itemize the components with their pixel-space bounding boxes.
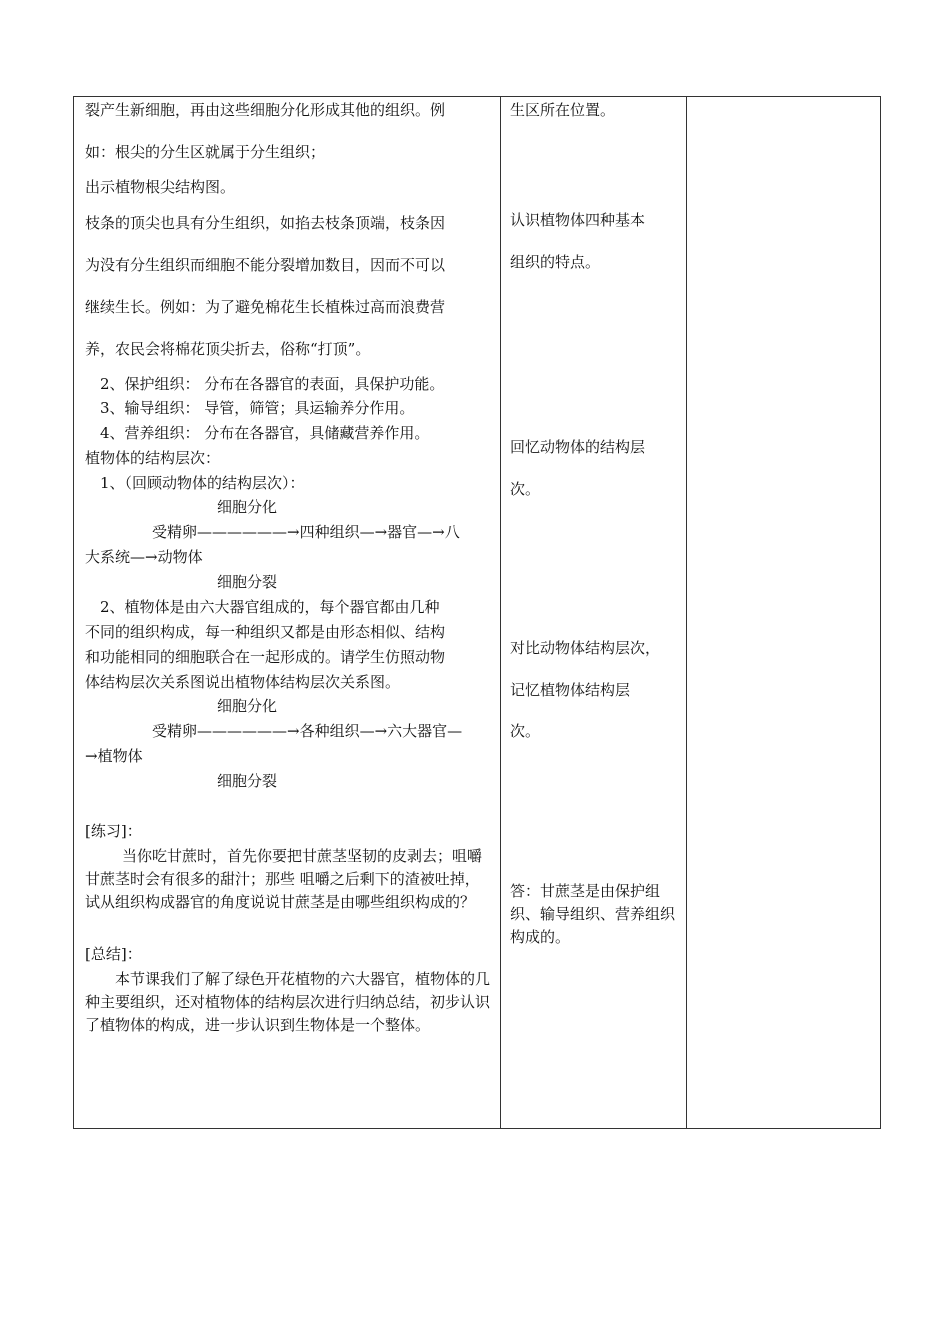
summary-heading: [总结]： <box>85 945 142 963</box>
exercise-text: 当你吃甘蔗时，首先你要把甘蔗茎坚韧的皮剥去；咀嚼甘蔗茎时会有很多的甜汁；那些 咀嚼之后剩下的渣被吐掉，试从组织构成器官的角度说说甘蔗茎是由哪些组织构成的？ <box>85 847 483 911</box>
summary-text: 本节课我们了解了绿色开花植物的六大器官，植物体的几种主要组织，还对植物体的结构层次进行归纳总结，初步认识了植物体的构成，进一步认识到生物体是一个整体。 <box>85 970 491 1034</box>
side-note: 回忆动物体的结构层 <box>510 438 646 456</box>
main-line: 继续生长。例如：为了避免棉花生长植株过高而浪费营 <box>85 298 446 316</box>
main-line: 2、植物体是由六大器官组成的，每个器官都由几种 <box>100 598 440 616</box>
column-divider-1 <box>500 96 501 1129</box>
side-note: 次。 <box>510 480 541 498</box>
main-line: 2、保护组织： 分布在各器官的表面，具保护功能。 <box>100 375 445 393</box>
diagram-label: 细胞分裂 <box>217 573 278 591</box>
side-note: 组织的特点。 <box>510 253 601 271</box>
side-note: 生区所在位置。 <box>510 101 616 119</box>
main-line: 3、输导组织： 导管，筛管；具运输养分作用。 <box>100 399 415 417</box>
column-divider-2 <box>686 96 687 1129</box>
main-line: 枝条的顶尖也具有分生组织，如掐去枝条顶端，枝条因 <box>85 214 446 232</box>
diagram-line: →植物体 <box>85 747 143 765</box>
main-line: 不同的组织构成，每一种组织又都是由形态相似、结构 <box>85 623 446 641</box>
side-note: 对比动物体结构层次， <box>510 639 661 657</box>
main-line: 植物体的结构层次： <box>85 449 221 467</box>
main-line: 出示植物根尖结构图。 <box>85 178 236 196</box>
main-line: 养，农民会将棉花顶尖折去，俗称“打顶”。 <box>85 340 371 358</box>
main-line: 裂产生新细胞，再由这些细胞分化形成其他的组织。例 <box>85 101 446 119</box>
main-line: 体结构层次关系图说出植物体结构层次关系图。 <box>85 673 401 691</box>
main-line: 4、营养组织： 分布在各器官，具储藏营养作用。 <box>100 424 430 442</box>
exercise-heading: [练习]： <box>85 822 142 840</box>
diagram-line: 受精卵——————→四种组织—→器官—→八 <box>152 523 460 541</box>
diagram-label: 细胞分化 <box>217 498 278 516</box>
diagram-label: 细胞分化 <box>217 697 278 715</box>
side-note: 记忆植物体结构层 <box>510 681 631 699</box>
main-line: 和功能相同的细胞联合在一起形成的。请学生仿照动物 <box>85 648 446 666</box>
diagram-label: 细胞分裂 <box>217 772 278 790</box>
diagram-line: 受精卵——————→各种组织—→六大器官— <box>152 722 463 740</box>
side-note: 次。 <box>510 722 541 740</box>
side-note: 认识植物体四种基本 <box>510 211 646 229</box>
main-line: 如：根尖的分生区就属于分生组织； <box>85 143 326 161</box>
diagram-line: 大系统—→动物体 <box>85 548 203 566</box>
side-answer: 答：甘蔗茎是由保护组织、输导组织、营养组织构成的。 <box>510 882 676 946</box>
main-line: 为没有分生组织而细胞不能分裂增加数目，因而不可以 <box>85 256 446 274</box>
main-line: 1、（回顾动物体的结构层次）： <box>100 474 305 492</box>
